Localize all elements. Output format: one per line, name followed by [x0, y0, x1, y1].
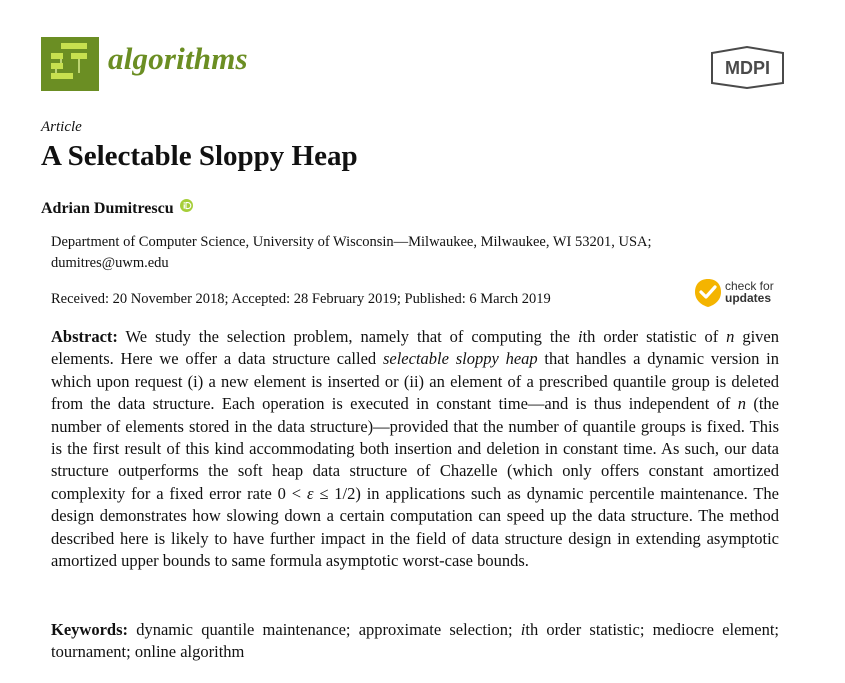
abstract-text: th order statistic of — [582, 327, 727, 346]
keywords-text: dynamic quantile maintenance; approximate selection; — [128, 620, 521, 639]
author-name[interactable]: Adrian Dumitrescu — [41, 200, 174, 217]
check-for-updates-line1: check for — [725, 279, 774, 293]
abstract-text: (the number of elements stored in the data structure)—provided that the number of quantile groups is fixed. This is the first result of this kind accommodating both insertion and deletion in constant time. As such, our data structure outperforms the soft heap data structure of Chazelle (which only offers constant amortized complexity for a fixed error rate 0 < — [51, 394, 779, 503]
check-for-updates-label — [725, 280, 774, 304]
publisher-name: MDPI — [725, 58, 770, 78]
keywords-math: i — [520, 620, 526, 639]
paper-title: A Selectable Sloppy Heap — [41, 140, 358, 172]
abstract-text: given elements. Here we offer a data structure called — [51, 327, 779, 369]
check-for-updates-badge[interactable] — [694, 276, 784, 310]
abstract-emphasis: selectable sloppy heap — [382, 349, 538, 369]
affiliation-text: Department of Computer Science, University of Wisconsin—Milwaukee, Milwaukee, WI 53201, USA; — [51, 234, 652, 250]
abstract-label: Abstract: — [51, 327, 118, 346]
keywords-label: Keywords: — [51, 620, 128, 639]
abstract-text: ≤ 1/2) in applications such as dynamic percentile maintenance. The design demonstrates how slowing down a certain computation can speed up the data structure. The method described here is likely to have further impact in the field of data structure design in extending asymptotic amortized upper bounds to same formula asymptotic worst-case bounds. — [51, 483, 779, 571]
check-for-updates-line2: updates — [725, 291, 772, 305]
abstract-math: i — [577, 327, 583, 346]
abstract — [51, 326, 779, 572]
check-for-updates-icon — [694, 276, 722, 310]
keywords — [51, 619, 779, 664]
author-email[interactable]: dumitres@uwm.edu — [51, 255, 169, 271]
abstract-text: that handles a dynamic version in which upon request (i) a new element is inserted or (ii) an element of a prescribed quantile group is deleted from the data structure. Each operation is executed in constant time—and is thus independent of — [51, 349, 780, 414]
abstract-text: We study the selection problem, namely that of computing the — [117, 327, 578, 346]
publication-dates: Received: 20 November 2018; Accepted: 28 February 2019; Published: 6 March 2019 — [51, 291, 551, 307]
abstract-math: ε — [306, 483, 314, 503]
affiliation — [51, 232, 751, 274]
journal-logo-icon — [41, 37, 99, 91]
keywords-text: th order statistic; mediocre element; tournament; online algorithm — [51, 620, 779, 662]
abstract-math: n — [726, 327, 735, 346]
author-line — [41, 199, 193, 218]
publisher-logo — [709, 45, 786, 89]
journal-name: algorithms — [108, 41, 248, 76]
orcid-icon[interactable] — [180, 199, 193, 212]
article-type: Article — [41, 119, 82, 135]
abstract-math: n — [737, 394, 747, 414]
